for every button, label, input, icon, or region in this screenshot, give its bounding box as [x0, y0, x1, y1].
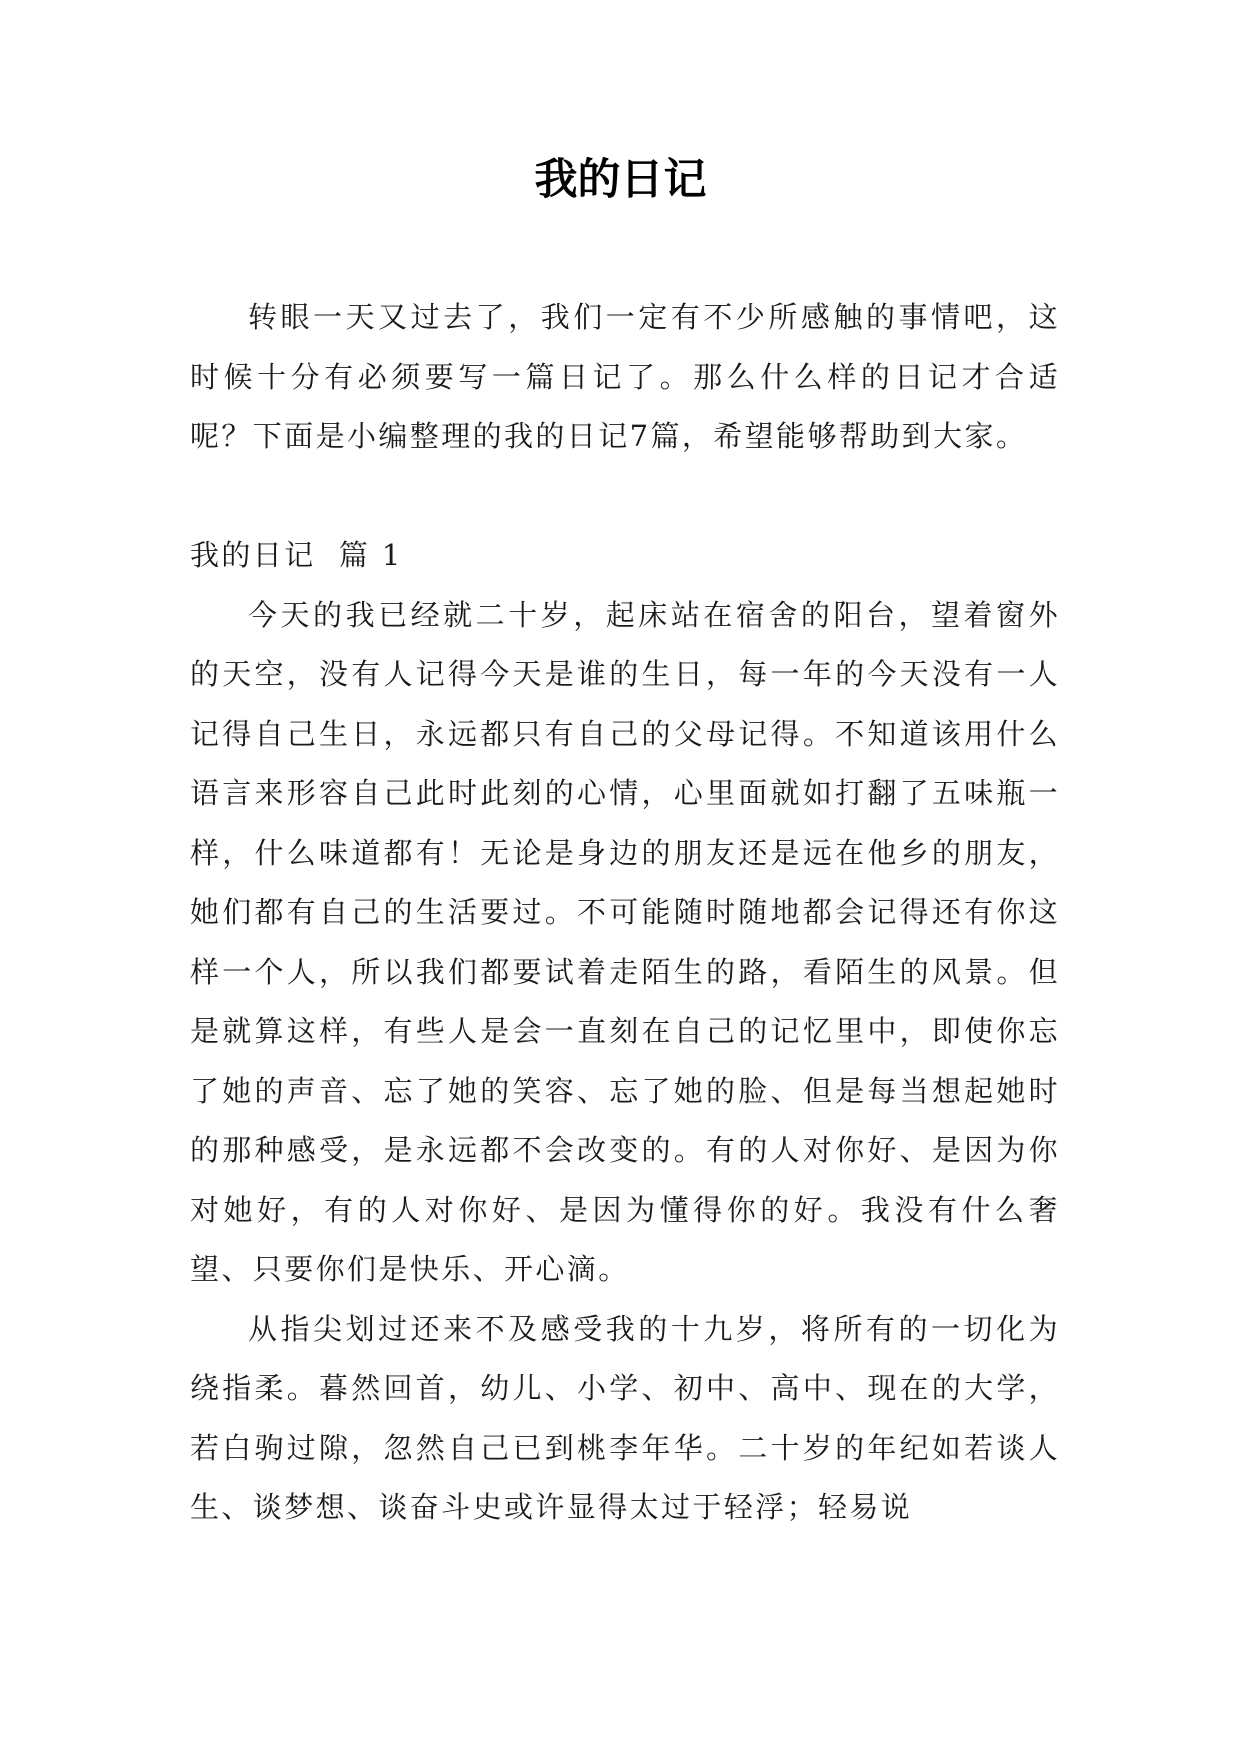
body-paragraph-1: 今天的我已经就二十岁，起床站在宿舍的阳台，望着窗外的天空，没有人记得今天是谁的生日，每一年的今天没有一人记得自己生日，永远都只有自己的父母记得。不知道该用什么语言来形容自己此时此刻的心情，心里面就如打翻了五味瓶一样，什么味道都有！无论是身边的朋友还是远在他乡的朋友，她们都有自己的生活要过。不可能随时随地都会记得还有你这样一个人，所以我们都要试着走陌生的路，看陌生的风景。但是就算这样，有些人是会一直刻在自己的记忆里中，即使你忘了她的声音、忘了她的笑容、忘了她的脸、但是每当想起她时的那种感受，是永远都不会改变的。有的人对你好、是因为你对她好，有的人对你好、是因为懂得你的好。我没有什么奢望、只要你们是快乐、开心滴。 — [190, 597, 1060, 1286]
section-heading-text: 我的日记 篇 1 — [190, 538, 403, 572]
body-paragraph-2: 从指尖划过还来不及感受我的十九岁，将所有的一切化为绕指柔。暮然回首，幼儿、小学、初中、高中、现在的大学，若白驹过隙，忽然自己已到桃李年华。二十岁的年纪如若谈人生、谈梦想、谈奋斗史或许显得太过于轻浮；轻易说 — [190, 1311, 1060, 1524]
section-heading — [190, 526, 1060, 586]
document-title: 我的日记 — [534, 155, 707, 205]
document-body — [190, 288, 1060, 1538]
paragraph-spacer — [190, 467, 1060, 527]
intro-paragraph: 转眼一天又过去了，我们一定有不少所感触的事情吧，这时候十分有必须要写一篇日记了。那么什么样的日记才合适呢？下面是小编整理的我的日记7篇，希望能够帮助到大家。 — [190, 300, 1060, 453]
